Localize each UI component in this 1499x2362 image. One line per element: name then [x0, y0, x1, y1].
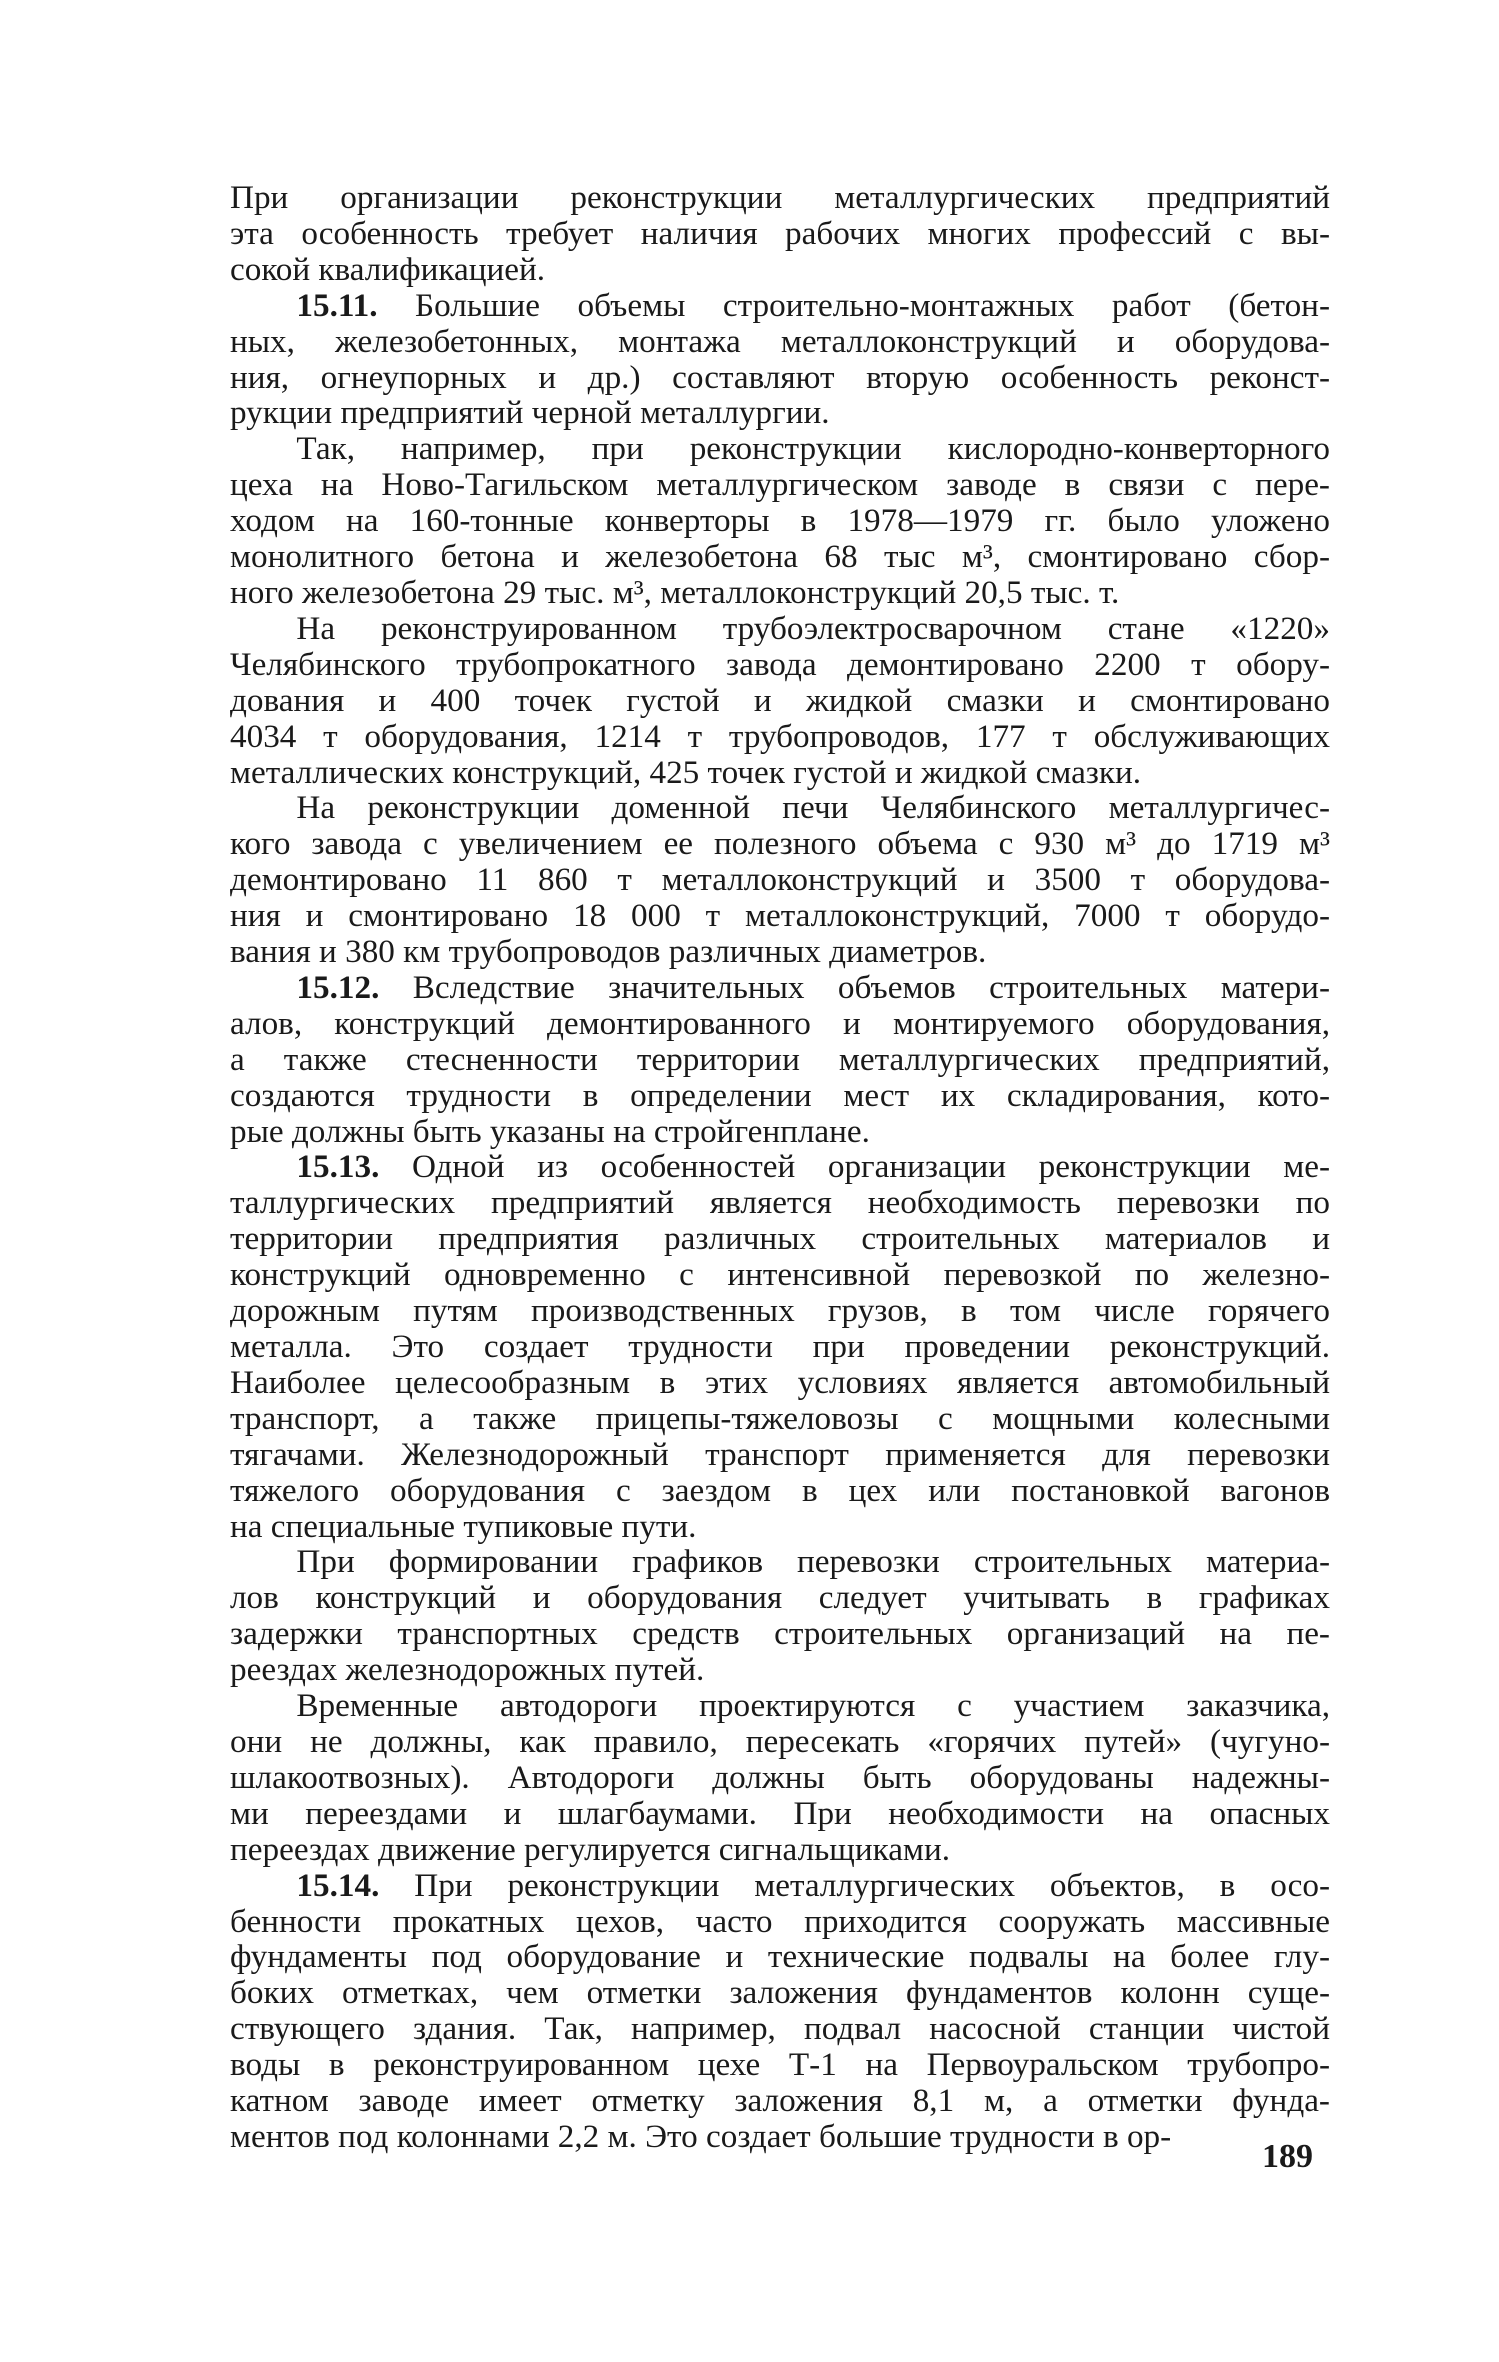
text-line: на специальные тупиковые пути. — [230, 1507, 697, 1545]
text-line: тягачами. Железнодорожный транспорт применяется для перевозки — [230, 1435, 1330, 1473]
text-line: ния и смонтировано 18 000 т металлоконструкций, 7000 т оборудо- — [230, 897, 1330, 935]
text-line: транспорт, а также прицепы-тяжеловозы с мощными колесными — [230, 1399, 1330, 1437]
paragraph — [230, 1688, 1330, 1868]
text-line: конструкций одновременно с интенсивной перевозкой по железно- — [230, 1256, 1330, 1294]
text-line: ментов под колоннами 2,2 м. Это создает большие трудности в ор- — [230, 2117, 1172, 2155]
text-line: Наиболее целесообразным в этих условиях является автомобильный — [230, 1363, 1330, 1401]
text-line: Челябинского трубопрокатного завода демонтировано 2200 т обору- — [230, 645, 1330, 683]
text-line: ных, железобетонных, монтажа металлоконструкций и оборудова- — [230, 322, 1330, 360]
paragraph — [230, 180, 1330, 288]
text-line: металлических конструкций, 425 точек густой и жидкой смазки. — [230, 753, 1142, 791]
section-number: 15.12. — [296, 968, 380, 1006]
paragraph — [230, 970, 1330, 1150]
text-line: На реконструированном трубоэлектросварочном стане «1220» — [296, 609, 1330, 647]
text-line-content: Большие объемы строительно-монтажных работ (бетон- — [377, 286, 1330, 324]
paragraph — [230, 1544, 1330, 1688]
paragraph — [230, 611, 1330, 791]
text-line: фундаменты под оборудование и технические подвалы на более глу- — [230, 1938, 1330, 1976]
page-number: 189 — [1262, 2138, 1313, 2175]
text-line: ствующего здания. Так, например, подвал насосной станции чистой — [230, 2010, 1330, 2048]
text-line — [230, 970, 1330, 1006]
text-line: цеха на Ново-Тагильском металлургическом заводе в связи с пере- — [230, 466, 1330, 504]
text-line: алов, конструкций демонтированного и монтируемого оборудования, — [230, 1004, 1330, 1042]
text-line: На реконструкции доменной печи Челябинского металлургичес- — [296, 789, 1330, 827]
text-line: катном заводе имеет отметку заложения 8,1 м, а отметки фунда- — [230, 2082, 1330, 2120]
text-line: сокой квалификацией. — [230, 250, 546, 288]
text-line: таллургических предприятий является необходимость перевозки по — [230, 1184, 1330, 1222]
text-line: переездах движение регулируется сигнальщиками. — [230, 1830, 950, 1868]
text-line: эта особенность требует наличия рабочих многих профессий с вы- — [230, 214, 1330, 252]
text-line: территории предприятия различных строительных материалов и — [230, 1220, 1330, 1258]
text-line: создаются трудности в определении мест их складирования, кото- — [230, 1076, 1330, 1114]
text-line — [230, 288, 1330, 324]
text-line: лов конструкций и оборудования следует учитывать в графиках — [230, 1579, 1330, 1617]
text-line: ми переездами и шлагбаумами. При необходимости на опасных — [230, 1794, 1330, 1832]
text-line: 4034 т оборудования, 1214 т трубопроводов, 177 т обслуживающих — [230, 717, 1330, 755]
text-line-content: Вследствие значительных объемов строительных матери- — [379, 968, 1330, 1006]
text-line: рукции предприятий черной металлургии. — [230, 394, 830, 432]
page-body — [230, 180, 1330, 2155]
section-number: 15.13. — [296, 1148, 380, 1186]
text-line: шлакоотвозных). Автодороги должны быть оборудованы надежны- — [230, 1758, 1330, 1796]
text-line: рые должны быть указаны на стройгенплане. — [230, 1112, 870, 1150]
text-line: реездах железнодорожных путей. — [230, 1651, 705, 1689]
text-line: кого завода с увеличением ее полезного объема с 930 м³ до 1719 м³ — [230, 825, 1330, 863]
paragraph — [230, 1868, 1330, 2155]
text-line: боких отметках, чем отметки заложения фундаментов колонн суще- — [230, 1974, 1330, 2012]
text-line: воды в реконструированном цехе Т-1 на Первоуральском трубопро- — [230, 2046, 1330, 2084]
text-line: демонтировано 11 860 т металлоконструкций и 3500 т оборудова- — [230, 861, 1330, 899]
text-line: тяжелого оборудования с заездом в цех или постановкой вагонов — [230, 1471, 1330, 1509]
paragraph — [230, 1149, 1330, 1544]
text-line: Так, например, при реконструкции кислородно-конверторного — [296, 430, 1330, 468]
text-line: бенности прокатных цехов, часто приходится сооружать массивные — [230, 1902, 1330, 1940]
text-line: ния, огнеупорных и др.) составляют вторую особенность реконст- — [230, 358, 1330, 396]
text-line: они не должны, как правило, пересекать «горячих путей» (чугуно- — [230, 1722, 1330, 1760]
paragraph — [230, 288, 1330, 432]
text-line-content: При реконструкции металлургических объектов, в осо- — [379, 1866, 1330, 1904]
text-line: ходом на 160-тонные конверторы в 1978—1979 гг. было уложено — [230, 502, 1330, 540]
text-line: дования и 400 точек густой и жидкой смазки и смонтировано — [230, 681, 1330, 719]
paragraph — [230, 790, 1330, 970]
section-number: 15.14. — [296, 1866, 380, 1904]
text-line: При формировании графиков перевозки строительных материа- — [296, 1543, 1330, 1581]
text-line: дорожным путям производственных грузов, в том числе горячего — [230, 1292, 1330, 1330]
text-line: монолитного бетона и железобетона 68 тыс м³, смонтировано сбор- — [230, 538, 1330, 576]
text-line: а также стесненности территории металлургических предприятий, — [230, 1040, 1330, 1078]
text-line: ного железобетона 29 тыс. м³, металлоконструкций 20,5 тыс. т. — [230, 573, 1120, 611]
text-line: Временные автодороги проектируются с участием заказчика, — [296, 1687, 1330, 1725]
text-line: металла. Это создает трудности при проведении реконструкций. — [230, 1328, 1330, 1365]
text-line — [230, 1149, 1330, 1185]
text-line — [230, 1868, 1330, 1904]
text-line: вания и 380 км трубопроводов различных диаметров. — [230, 933, 987, 971]
text-line-content: Одной из особенностей организации реконструкции ме- — [379, 1148, 1330, 1186]
paragraph — [230, 431, 1330, 611]
text-line: задержки транспортных средств строительных организаций на пе- — [230, 1615, 1330, 1653]
section-number: 15.11. — [296, 286, 378, 324]
text-line: При организации реконструкции металлургических предприятий — [230, 179, 1330, 216]
